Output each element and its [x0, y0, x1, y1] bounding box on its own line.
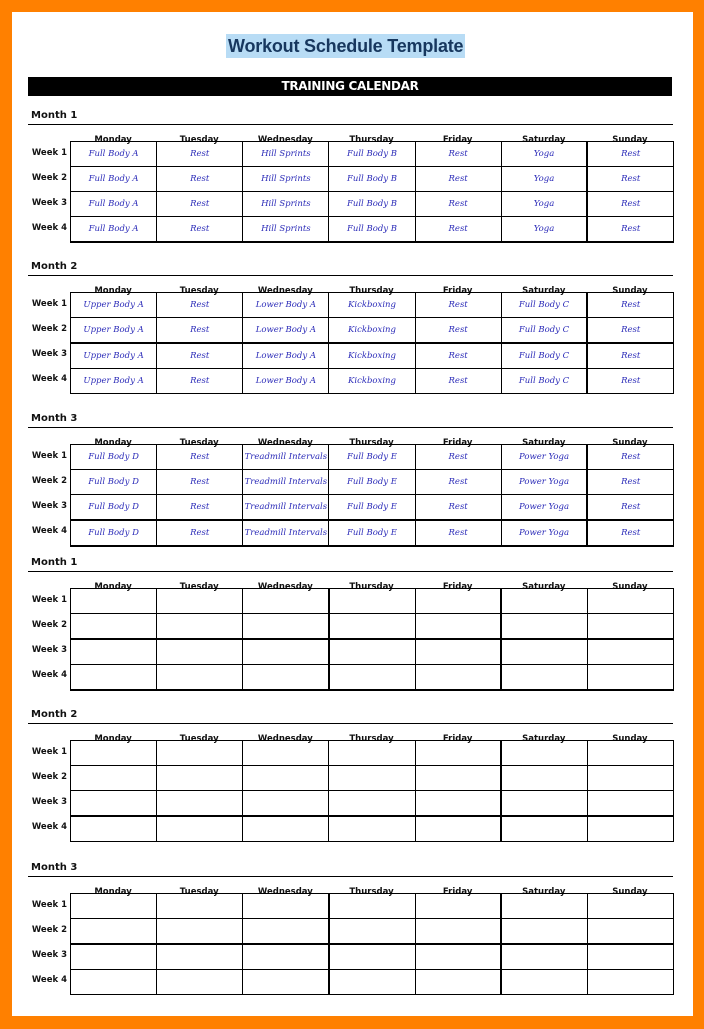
schedule-cell[interactable] [587, 791, 673, 817]
schedule-cell[interactable]: Rest [587, 293, 673, 318]
day-header: Tuesday [179, 135, 219, 145]
schedule-cell[interactable] [157, 791, 243, 817]
schedule-cell[interactable] [157, 894, 243, 919]
schedule-cell[interactable]: Rest [157, 470, 243, 495]
schedule-cell[interactable]: Rest [157, 445, 243, 470]
day-header: Sunday [612, 582, 648, 592]
schedule-cell[interactable]: Power Yoga [501, 520, 587, 546]
week-row [71, 766, 674, 791]
day-header: Tuesday [179, 887, 219, 897]
schedule-cell[interactable]: Full Body D [71, 445, 157, 470]
week-row [71, 614, 674, 640]
week-row [71, 445, 674, 470]
schedule-cell[interactable]: Rest [415, 369, 501, 394]
schedule-cell[interactable] [501, 919, 587, 945]
day-header: Saturday [522, 582, 566, 592]
schedule-cell[interactable] [243, 766, 329, 791]
week-row [71, 520, 674, 546]
schedule-cell[interactable] [329, 639, 415, 665]
schedule-grid [70, 740, 674, 842]
schedule-cell[interactable] [587, 894, 673, 919]
schedule-cell[interactable] [157, 665, 243, 691]
day-header: Thursday [349, 887, 394, 897]
week-labels [28, 292, 70, 392]
schedule-cell[interactable] [587, 970, 673, 995]
day-header: Saturday [522, 887, 566, 897]
schedule-cell[interactable]: Rest [157, 318, 243, 344]
week-row [71, 589, 674, 614]
schedule-cell[interactable] [243, 589, 329, 614]
week-label: Week 1 [31, 595, 67, 605]
schedule-cell[interactable] [71, 919, 157, 945]
schedule-cell[interactable] [587, 741, 673, 766]
schedule-cell[interactable]: Rest [587, 167, 673, 192]
schedule-cell[interactable]: Rest [415, 445, 501, 470]
week-labels [28, 588, 70, 688]
week-row [71, 495, 674, 521]
training-calendar-banner: TRAINING CALENDAR [28, 77, 672, 96]
schedule-cell[interactable] [71, 614, 157, 640]
schedule-cell[interactable] [329, 741, 415, 766]
schedule-cell[interactable] [71, 894, 157, 919]
schedule-cell[interactable] [415, 816, 501, 842]
schedule-cell[interactable] [501, 665, 587, 691]
schedule-cell[interactable]: Full Body D [71, 520, 157, 546]
week-row [71, 970, 674, 995]
schedule-cell[interactable]: Rest [587, 142, 673, 167]
schedule-cell[interactable] [415, 614, 501, 640]
week-label: Week 1 [31, 451, 67, 461]
day-header: Friday [442, 734, 473, 744]
schedule-cell[interactable] [501, 894, 587, 919]
month-label: Month 1 [31, 557, 78, 568]
schedule-cell[interactable]: Rest [415, 217, 501, 243]
schedule-cell[interactable] [71, 791, 157, 817]
schedule-cell[interactable] [329, 665, 415, 691]
schedule-cell[interactable] [243, 741, 329, 766]
schedule-cell[interactable] [415, 589, 501, 614]
schedule-cell[interactable]: Rest [587, 343, 673, 369]
week-label: Week 1 [31, 747, 67, 757]
week-label: Week 3 [31, 501, 67, 511]
day-header: Monday [94, 887, 132, 897]
schedule-cell[interactable]: Rest [587, 369, 673, 394]
schedule-cell[interactable] [501, 766, 587, 791]
schedule-cell[interactable]: Rest [415, 167, 501, 192]
day-header: Sunday [612, 887, 648, 897]
schedule-cell[interactable] [329, 589, 415, 614]
week-label: Week 2 [31, 173, 67, 183]
day-header: Thursday [349, 135, 394, 145]
week-row [71, 318, 674, 344]
day-header: Thursday [349, 438, 394, 448]
week-row [71, 192, 674, 217]
schedule-cell[interactable]: Rest [587, 495, 673, 521]
schedule-cell[interactable] [501, 944, 587, 970]
week-row [71, 167, 674, 192]
month-divider [28, 124, 673, 125]
schedule-cell[interactable]: Rest [415, 142, 501, 167]
week-label: Week 4 [31, 374, 67, 384]
schedule-cell[interactable]: Full Body B [329, 217, 415, 243]
day-header: Sunday [612, 438, 648, 448]
day-header: Saturday [522, 438, 566, 448]
schedule-cell[interactable] [157, 766, 243, 791]
schedule-cell[interactable] [501, 589, 587, 614]
schedule-cell[interactable]: Full Body B [329, 167, 415, 192]
day-header: Wednesday [257, 135, 313, 145]
schedule-cell[interactable] [157, 639, 243, 665]
week-label: Week 1 [31, 148, 67, 158]
schedule-cell[interactable]: Yoga [501, 217, 587, 243]
schedule-cell[interactable] [243, 919, 329, 945]
schedule-cell[interactable]: Treadmill Intervals [243, 445, 329, 470]
schedule-cell[interactable]: Full Body C [501, 369, 587, 394]
month-divider [28, 723, 673, 724]
schedule-cell[interactable]: Full Body D [71, 470, 157, 495]
schedule-cell[interactable] [157, 589, 243, 614]
schedule-cell[interactable] [71, 970, 157, 995]
week-label: Week 3 [31, 950, 67, 960]
day-header: Thursday [349, 582, 394, 592]
schedule-cell[interactable]: Full Body C [501, 293, 587, 318]
day-header: Friday [442, 582, 473, 592]
day-header: Wednesday [257, 286, 313, 296]
day-header: Monday [94, 582, 132, 592]
schedule-grid [70, 292, 674, 394]
week-row [71, 639, 674, 665]
schedule-cell[interactable] [587, 766, 673, 791]
schedule-cell[interactable]: Hill Sprints [243, 167, 329, 192]
schedule-cell[interactable] [157, 944, 243, 970]
day-header: Thursday [349, 734, 394, 744]
week-label: Week 3 [31, 645, 67, 655]
month-label: Month 3 [31, 862, 78, 873]
schedule-cell[interactable]: Rest [157, 520, 243, 546]
schedule-cell[interactable]: Rest [157, 343, 243, 369]
schedule-cell[interactable] [329, 944, 415, 970]
schedule-cell[interactable]: Power Yoga [501, 470, 587, 495]
schedule-cell[interactable] [587, 919, 673, 945]
schedule-cell[interactable]: Full Body E [329, 495, 415, 521]
day-header: Friday [442, 286, 473, 296]
schedule-cell[interactable] [587, 816, 673, 842]
month-label: Month 2 [31, 709, 78, 720]
day-header: Sunday [612, 286, 648, 296]
schedule-cell[interactable] [71, 944, 157, 970]
schedule-cell[interactable]: Rest [157, 192, 243, 217]
schedule-cell[interactable] [329, 816, 415, 842]
week-label: Week 3 [31, 797, 67, 807]
schedule-grid [70, 893, 674, 995]
week-row [71, 142, 674, 167]
schedule-cell[interactable]: Hill Sprints [243, 142, 329, 167]
schedule-cell[interactable] [587, 665, 673, 691]
schedule-cell[interactable]: Full Body C [501, 343, 587, 369]
schedule-cell[interactable] [415, 894, 501, 919]
month-divider [28, 876, 673, 877]
day-header: Friday [442, 887, 473, 897]
schedule-cell[interactable] [329, 791, 415, 817]
schedule-cell[interactable] [243, 816, 329, 842]
schedule-cell[interactable]: Treadmill Intervals [243, 520, 329, 546]
schedule-cell[interactable] [243, 791, 329, 817]
schedule-cell[interactable]: Lower Body A [243, 293, 329, 318]
schedule-cell[interactable]: Full Body B [329, 192, 415, 217]
week-label: Week 2 [31, 324, 67, 334]
schedule-cell[interactable]: Rest [415, 520, 501, 546]
schedule-cell[interactable] [501, 970, 587, 995]
schedule-cell[interactable]: Full Body A [71, 167, 157, 192]
schedule-cell[interactable] [243, 894, 329, 919]
schedule-cell[interactable] [501, 614, 587, 640]
schedule-cell[interactable]: Full Body A [71, 142, 157, 167]
schedule-cell[interactable]: Yoga [501, 167, 587, 192]
schedule-cell[interactable] [501, 791, 587, 817]
schedule-cell[interactable] [71, 665, 157, 691]
schedule-cell[interactable] [71, 741, 157, 766]
week-label: Week 4 [31, 526, 67, 536]
day-header: Friday [442, 135, 473, 145]
month-divider [28, 571, 673, 572]
week-label: Week 2 [31, 620, 67, 630]
schedule-cell[interactable]: Rest [157, 293, 243, 318]
week-labels [28, 444, 70, 544]
week-label: Week 1 [31, 299, 67, 309]
schedule-cell[interactable]: Rest [587, 520, 673, 546]
schedule-cell[interactable]: Hill Sprints [243, 192, 329, 217]
day-header: Tuesday [179, 438, 219, 448]
week-label: Week 2 [31, 476, 67, 486]
schedule-cell[interactable] [243, 665, 329, 691]
week-row [71, 791, 674, 817]
week-row [71, 343, 674, 369]
week-row [71, 816, 674, 842]
schedule-cell[interactable] [501, 816, 587, 842]
week-row [71, 470, 674, 495]
schedule-cell[interactable] [329, 766, 415, 791]
schedule-cell[interactable] [329, 894, 415, 919]
schedule-cell[interactable] [415, 944, 501, 970]
schedule-cell[interactable]: Kickboxing [329, 343, 415, 369]
schedule-cell[interactable] [415, 665, 501, 691]
schedule-cell[interactable]: Kickboxing [329, 369, 415, 394]
schedule-cell[interactable] [587, 944, 673, 970]
day-header: Friday [442, 438, 473, 448]
day-header: Monday [94, 286, 132, 296]
schedule-cell[interactable] [157, 614, 243, 640]
schedule-cell[interactable]: Upper Body A [71, 343, 157, 369]
month-divider [28, 275, 673, 276]
day-header: Tuesday [179, 286, 219, 296]
month-divider [28, 427, 673, 428]
week-label: Week 2 [31, 772, 67, 782]
schedule-cell[interactable] [71, 816, 157, 842]
schedule-cell[interactable]: Rest [415, 343, 501, 369]
schedule-cell[interactable]: Rest [587, 318, 673, 344]
schedule-cell[interactable]: Rest [415, 495, 501, 521]
day-header: Wednesday [257, 582, 313, 592]
schedule-cell[interactable]: Rest [587, 445, 673, 470]
schedule-cell[interactable] [243, 944, 329, 970]
schedule-cell[interactable] [71, 639, 157, 665]
schedule-cell[interactable]: Full Body B [329, 142, 415, 167]
week-labels [28, 141, 70, 241]
schedule-cell[interactable]: Rest [157, 495, 243, 521]
schedule-cell[interactable]: Full Body A [71, 217, 157, 243]
schedule-cell[interactable] [243, 639, 329, 665]
schedule-cell[interactable]: Full Body A [71, 192, 157, 217]
schedule-cell[interactable]: Hill Sprints [243, 217, 329, 243]
schedule-cell[interactable] [501, 639, 587, 665]
schedule-cell[interactable] [71, 589, 157, 614]
week-row [71, 741, 674, 766]
day-header: Monday [94, 438, 132, 448]
schedule-cell[interactable] [415, 791, 501, 817]
week-labels [28, 893, 70, 993]
week-label: Week 3 [31, 349, 67, 359]
schedule-cell[interactable] [415, 970, 501, 995]
schedule-cell[interactable]: Kickboxing [329, 293, 415, 318]
month-label: Month 1 [31, 110, 78, 121]
schedule-cell[interactable]: Rest [587, 470, 673, 495]
day-header: Wednesday [257, 734, 313, 744]
schedule-cell[interactable]: Upper Body A [71, 369, 157, 394]
day-header: Wednesday [257, 438, 313, 448]
schedule-cell[interactable]: Yoga [501, 192, 587, 217]
schedule-cell[interactable]: Rest [157, 369, 243, 394]
schedule-cell[interactable]: Full Body E [329, 470, 415, 495]
day-header: Tuesday [179, 582, 219, 592]
schedule-cell[interactable] [587, 614, 673, 640]
schedule-cell[interactable] [415, 741, 501, 766]
schedule-cell[interactable] [415, 919, 501, 945]
schedule-cell[interactable]: Yoga [501, 142, 587, 167]
schedule-cell[interactable] [501, 741, 587, 766]
schedule-cell[interactable]: Treadmill Intervals [243, 495, 329, 521]
week-row [71, 894, 674, 919]
schedule-cell[interactable]: Full Body E [329, 445, 415, 470]
document-title: Workout Schedule Template [228, 36, 464, 56]
schedule-cell[interactable]: Full Body D [71, 495, 157, 521]
schedule-cell[interactable]: Rest [587, 217, 673, 243]
day-header: Sunday [612, 734, 648, 744]
week-row [71, 665, 674, 691]
schedule-cell[interactable] [157, 919, 243, 945]
schedule-cell[interactable]: Lower Body A [243, 369, 329, 394]
schedule-cell[interactable]: Rest [587, 192, 673, 217]
week-row [71, 919, 674, 945]
schedule-cell[interactable]: Upper Body A [71, 318, 157, 344]
schedule-cell[interactable]: Rest [157, 142, 243, 167]
schedule-cell[interactable]: Rest [157, 167, 243, 192]
day-header: Saturday [522, 286, 566, 296]
schedule-cell[interactable]: Kickboxing [329, 318, 415, 344]
schedule-cell[interactable]: Treadmill Intervals [243, 470, 329, 495]
schedule-cell[interactable] [243, 970, 329, 995]
schedule-cell[interactable] [157, 970, 243, 995]
week-label: Week 1 [31, 900, 67, 910]
week-row [71, 369, 674, 394]
week-label: Week 2 [31, 925, 67, 935]
day-header: Saturday [522, 734, 566, 744]
schedule-cell[interactable] [415, 766, 501, 791]
week-row [71, 217, 674, 243]
schedule-cell[interactable]: Rest [415, 293, 501, 318]
day-header: Wednesday [257, 887, 313, 897]
schedule-cell[interactable]: Rest [415, 192, 501, 217]
schedule-cell[interactable]: Full Body C [501, 318, 587, 344]
schedule-cell[interactable] [415, 639, 501, 665]
week-labels [28, 740, 70, 840]
schedule-cell[interactable]: Rest [157, 217, 243, 243]
schedule-cell[interactable] [157, 816, 243, 842]
day-header: Thursday [349, 286, 394, 296]
month-label: Month 2 [31, 261, 78, 272]
schedule-cell[interactable] [71, 766, 157, 791]
schedule-cell[interactable]: Power Yoga [501, 495, 587, 521]
schedule-grid [70, 141, 674, 243]
schedule-cell[interactable] [587, 589, 673, 614]
schedule-cell[interactable]: Rest [415, 318, 501, 344]
day-header: Monday [94, 135, 132, 145]
schedule-grid [70, 444, 674, 547]
day-header: Tuesday [179, 734, 219, 744]
schedule-cell[interactable] [329, 919, 415, 945]
schedule-grid [70, 588, 674, 691]
week-row [71, 293, 674, 318]
month-label: Month 3 [31, 413, 78, 424]
week-label: Week 4 [31, 822, 67, 832]
day-header: Sunday [612, 135, 648, 145]
schedule-cell[interactable] [243, 614, 329, 640]
week-label: Week 4 [31, 670, 67, 680]
schedule-cell[interactable]: Lower Body A [243, 318, 329, 344]
day-header: Saturday [522, 135, 566, 145]
week-row [71, 944, 674, 970]
schedule-cell[interactable] [329, 970, 415, 995]
schedule-cell[interactable]: Full Body E [329, 520, 415, 546]
schedule-cell[interactable] [329, 614, 415, 640]
schedule-cell[interactable] [587, 639, 673, 665]
week-label: Week 4 [31, 223, 67, 233]
week-label: Week 4 [31, 975, 67, 985]
week-label: Week 3 [31, 198, 67, 208]
schedule-cell[interactable]: Power Yoga [501, 445, 587, 470]
schedule-cell[interactable]: Lower Body A [243, 343, 329, 369]
day-header: Monday [94, 734, 132, 744]
schedule-cell[interactable]: Upper Body A [71, 293, 157, 318]
schedule-cell[interactable]: Rest [415, 470, 501, 495]
schedule-cell[interactable] [157, 741, 243, 766]
